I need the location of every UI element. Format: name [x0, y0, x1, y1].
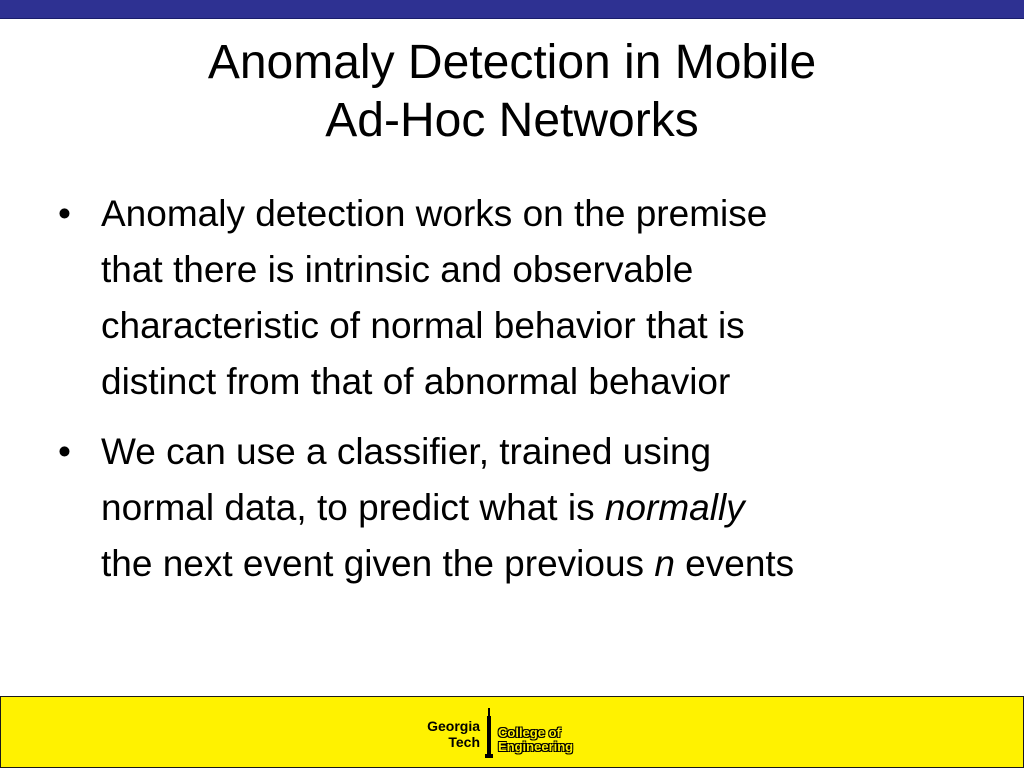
bullet-2-line-2-text: normal data, to predict what is — [101, 487, 605, 528]
top-band — [0, 0, 1024, 19]
logo-word-georgia: Georgia — [427, 718, 480, 734]
slide-title — [0, 34, 1024, 150]
emphasis-normally: normally — [604, 487, 745, 528]
logo-wordmark — [406, 718, 480, 750]
bullet-item-1 — [58, 186, 988, 410]
title-line-2: Ad-Hoc Networks — [325, 94, 699, 147]
emphasis-n: n — [654, 543, 675, 584]
logo-word-tech: Tech — [448, 734, 480, 750]
bullet-1-line-2: that there is intrinsic and observable — [101, 249, 694, 290]
georgia-tech-logo — [406, 708, 606, 758]
logo-college-line-2: Engineering — [498, 739, 574, 754]
title-line-1: Anomaly Detection in Mobile — [207, 36, 817, 89]
bullet-1-line-1: Anomaly detection works on the premise — [101, 193, 768, 234]
bullet-dot: • — [58, 431, 71, 472]
logo-college — [498, 726, 573, 754]
bullet-dot: • — [58, 193, 71, 234]
bullet-2-line-3 — [101, 536, 988, 592]
bullet-1-line-4: distinct from that of abnormal behavior — [101, 361, 731, 402]
logo-college-line-1: College of — [498, 725, 561, 740]
bullet-list — [58, 186, 988, 606]
tech-tower-icon — [484, 708, 494, 758]
bullet-2-line-3-end: events — [674, 543, 795, 584]
bullet-1-line-3: characteristic of normal behavior that is — [101, 305, 745, 346]
bullet-2-line-3-text: the next event given the previous — [101, 543, 655, 584]
bullet-2-line-2 — [101, 480, 988, 536]
bullet-item-2 — [58, 424, 988, 592]
bullet-2-line-1: We can use a classifier, trained using — [101, 431, 712, 472]
